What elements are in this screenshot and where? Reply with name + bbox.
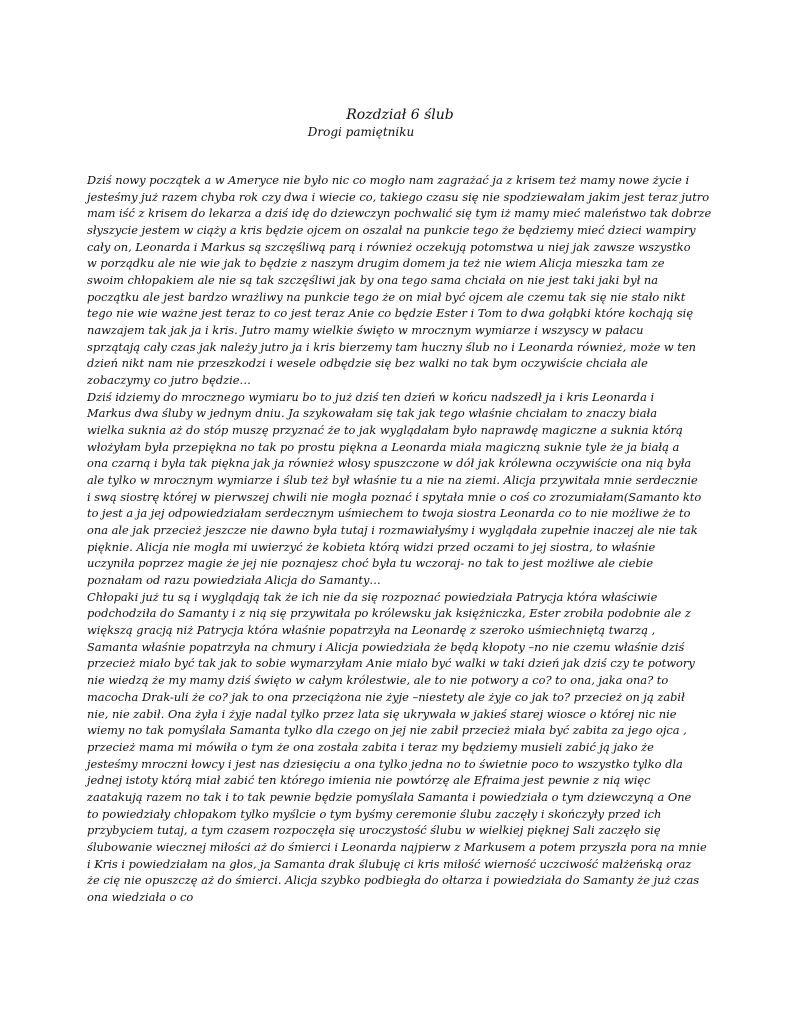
text-line: ona ale jak przecież jeszcze nie dawno była tutaj i rozmawiałyśmy i wyglądała zupełnie inaczej ale nie tak bbox=[87, 523, 698, 538]
text-line: ale tylko w mrocznym wymiarze i ślub też był właśnie tu a nie na ziemi. Alicja przywitała mnie serdecznie bbox=[87, 473, 698, 488]
text-line: zaatakują razem no tak i to tak pewnie będzie pomyślała Samanta i powiedziała o tym dziewczyną a One bbox=[87, 789, 692, 804]
text-line: tego nie wie ważne jest teraz to co jest teraz Anie co będzie Ester i Tom to dwa gołąbki które kochają się bbox=[87, 306, 694, 321]
text-line: uczyniła poprzez magie że jej nie poznajesz choć była tu wczoraj- no tak to jest możliwe ale ciebie bbox=[87, 556, 654, 571]
text-line: pięknie. Alicja nie mogła mi uwierzyć że kobieta którą widzi przed oczami to jej siostra, to właśnie bbox=[87, 539, 656, 554]
text-line: słyszycie jestem w ciąży a kris będzie ojcem on oszalał na punkcie tego że będziemy mieć dzieci wampiry bbox=[87, 223, 696, 238]
text-line: macocha Drak-uli że co? jak to ona przeciążona nie żyje –niestety ale żyje co jak to? przecież on ją zabił bbox=[87, 689, 685, 704]
text-line: sprzątają cały czas jak należy jutro ja i kris bierzemy tam huczny ślub no i Leonarda również, może w ten bbox=[87, 339, 696, 354]
text-line: w porządku ale nie wie jak to będzie z naszym drugim domem ja też nie wiem Alicja mieszka tam ze bbox=[87, 256, 665, 271]
text-line: to jest a ja jej odpowiedziałam serdecznym uśmiechem to twoja siostra Leonarda co to nie możliwe że to bbox=[87, 506, 691, 521]
text-line: i Kris i powiedziałam na głos, ja Samanta drak ślubuję ci kris miłość wierność uczciwość małżeńską oraz bbox=[87, 856, 692, 871]
chapter-title: Rozdział 6 ślub bbox=[346, 107, 454, 123]
text-line: że cię nie opuszczę aż do śmierci. Alicja szybko podbiegła do ołtarza i powiedziała do Samanty że już czas bbox=[87, 873, 700, 888]
text-line: zobaczymy co jutro będzie… bbox=[87, 373, 251, 388]
text-line: Samanta właśnie popatrzyła na chmury i Alicja powiedziała że będą kłopoty –no nie czemu właśnie dziś bbox=[87, 639, 685, 654]
text-line: nawzajem tak jak ja i kris. Jutro mamy wielkie święto w mrocznym wymiarze i wszyscy w pałacu bbox=[87, 323, 644, 338]
text-line: podchodziła do Samanty i z nią się przywitała po królewsku jak księżniczka, Ester zrobiła podobnie ale z bbox=[87, 606, 691, 621]
text-line: Dziś nowy początek a w Ameryce nie było nic co mogło nam zagrażać ja z krisem też mamy nowe życie i bbox=[87, 173, 690, 187]
text-line: włożyłam była przepiękna no tak po prostu piękna a Leonarda miała magiczną suknie tyle że ja białą a bbox=[87, 439, 680, 454]
text-line: jesteśmy już razem chyba rok czy dwa i wiecie co, takiego czasu się nie spodziewałam jakim jest teraz jutro bbox=[87, 189, 710, 204]
text-line: Chłopaki już tu są i wyglądają tak że ich nie da się rozpoznać powiedziała Patrycja która właściwie bbox=[87, 589, 658, 604]
chapter-subtitle: Drogi pamiętniku bbox=[307, 125, 415, 139]
text-line: ona wiedziała o co bbox=[87, 889, 194, 904]
text-line: przecież mama mi mówiła o tym że ona została zabita i teraz my będziemy musieli zabić ją jako że bbox=[87, 739, 654, 754]
text-line: jednej istoty którą miał zabić ten którego imienia nie powtórzę ale Efraima jest pewnie z nią więc bbox=[87, 773, 651, 788]
text-line: Dziś idziemy do mrocznego wymiaru bo to już dziś ten dzień w końcu nadszedł ja i kris Leonarda i bbox=[87, 389, 655, 404]
text-line: dzień nikt nam nie przeszkodzi i wesele odbędzie się bez walki no tak bym oczywiście chciała ale bbox=[87, 356, 648, 371]
text-line: mam iść z krisem do lekarza a dziś idę do dziewczyn pochwalić się tym iż mamy mieć maleństwo tak dobrze bbox=[87, 206, 712, 221]
text-line: nie wiedzą że my mamy dziś święto w całym królestwie, ale to nie potwory a co? to ona, jaka ona? to bbox=[87, 673, 669, 688]
text-line: poznałam od razu powiedziała Alicja do Samanty… bbox=[87, 573, 381, 588]
text-line: Markus dwa śluby w jednym dniu. Ja szykowałam się tak jak tego właśnie chciałam to znaczy biała bbox=[87, 406, 658, 421]
text-line: cały on, Leonarda i Markus są szczęśliwą parą i również oczekują potomstwa u niej jak zawsze wszystko bbox=[87, 239, 691, 254]
text-line: wiemy no tak pomyślała Samanta tylko dla czego on jej nie zabił przecież miała być zabita za jego ojca , bbox=[87, 723, 687, 738]
text-line: swoim chłopakiem ale nie są tak szczęśliwi jak by ona tego sama chciała on nie jest taki jaki był na bbox=[87, 273, 659, 288]
text-line: większą gracją niż Patrycja która właśnie popatrzyła na Leonardę z szeroko uśmiechniętą twarzą , bbox=[87, 623, 656, 638]
text-line: i swą siostrę której w pierwszej chwili nie mogła poznać i spytała mnie o coś co zrozumiałam(Samanto kto bbox=[87, 489, 702, 504]
text-line: to powiedziały chłopakom tylko myślcie o tym byśmy ceremonie ślubu zaczęły i skończyły przed ich bbox=[87, 806, 662, 821]
text-line: przybyciem tutaj, a tym czasem rozpoczęła się uroczystość ślubu w wielkiej pięknej Sali zaczęło się bbox=[87, 823, 661, 838]
text-line: nie, nie zabił. Ona żyła i żyje nadal tylko przez lata się ukrywała w jakieś starej wiosce o której nic nie bbox=[87, 706, 677, 721]
text-line: ślubowanie wiecznej miłości aż do śmierci i Leonarda najpierw z Markusem a potem przyszła pora na mnie bbox=[87, 839, 707, 854]
text-line: ona czarną i była tak piękna jak ja również włosy spuszczone w dół jak królewna oczywiście ona nią była bbox=[87, 456, 692, 471]
body-text bbox=[87, 172, 712, 906]
text-line: wielka suknia aż do stóp muszę przyznać że to jak wyglądałam było naprawdę magiczne a suknia którą bbox=[87, 423, 683, 438]
text-line: początku ale jest bardzo wrażliwy na punkcie tego że on miał być ojcem ale czemu tak się nie stało nikt bbox=[87, 289, 686, 304]
text-line: przecież miało być tak jak to sobie wymarzyłam Anie miało być walki w taki dzień jak dziś czy te potwory bbox=[87, 656, 695, 671]
text-line: jesteśmy mroczni łowcy i jest nas dziesięciu a ona tylko jedna no to świetnie poco to wszystko tylko dla bbox=[87, 756, 683, 771]
